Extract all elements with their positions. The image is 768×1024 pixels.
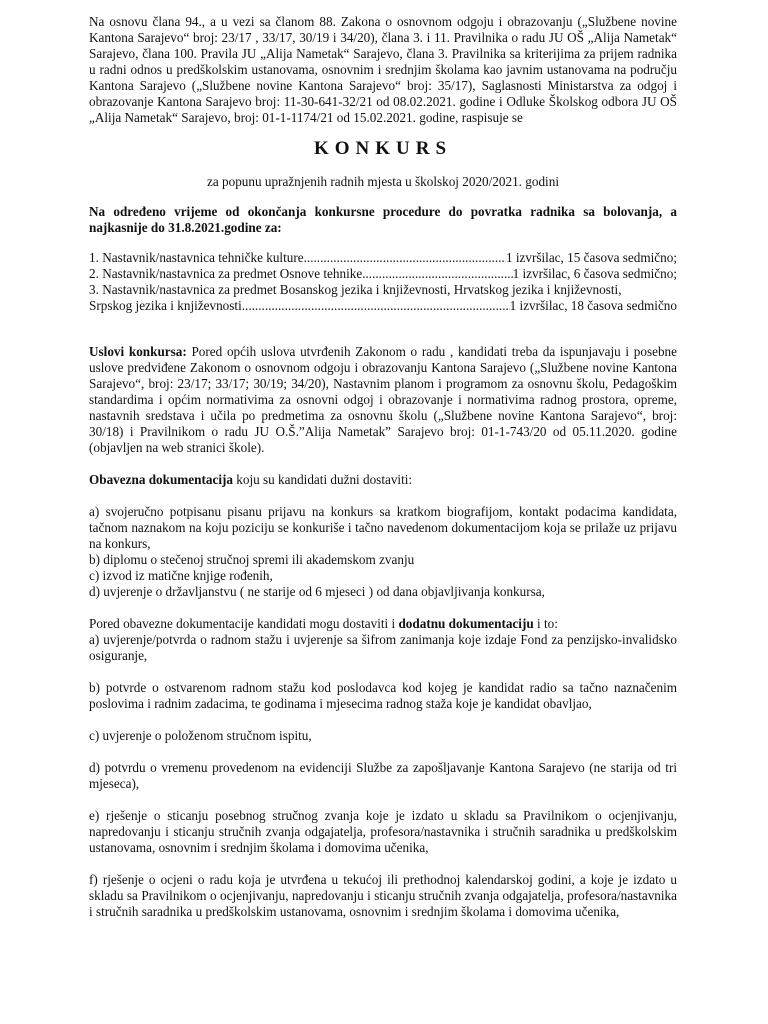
conditions-paragraph xyxy=(89,344,677,456)
additional-item-a: a) uvjerenje/potvrda o radnom stažu i uvjerenje sa šifrom zanimanja koje izdaje Fond za penzijsko-invalidsko osiguranje, xyxy=(89,632,677,663)
position-label: 1. Nastavnik/nastavnica tehničke kulture xyxy=(89,250,304,265)
dot-leader xyxy=(362,266,512,282)
additional-heading: dodatnu dokumentaciju xyxy=(398,616,534,631)
position-detail: 1 izvršilac, 18 časova sedmično xyxy=(509,298,677,313)
additional-item-d: d) potvrdu o vremenu provedenom na evidenciji Službe za zapošljavanje Kantona Sarajevo (ne starija od tri mjeseca), xyxy=(89,760,677,791)
mandatory-heading: Obavezna dokumentacija xyxy=(89,472,233,487)
additional-item-f: f) rješenje o ocjeni o radu koja je utvrđena u tekućoj ili prethodnoj kalendarskoj godini, a koje je izdato u skladu sa Pravilnikom o ocjenjivanju, napredovanju i sticanju stručnih zvanja odgajatelja, profesora/nastavnika i stručnih saradnika u predškolskim ustanovama, osnovnim i srednjim školama i domovima učenika, xyxy=(89,872,677,919)
position-detail: 1 izvršilac, 6 časova sedmično; xyxy=(512,266,677,281)
additional-item-c: c) uvjerenje o položenom stručnom ispitu, xyxy=(89,728,312,743)
position-label: Srpskog jezika i književnosti xyxy=(89,298,242,313)
position-label-line1: 3. Nastavnik/nastavnica za predmet Bosanskog jezika i književnosti, Hrvatskog jezika i književnosti, xyxy=(89,282,622,297)
position-item xyxy=(89,266,677,282)
period-heading: Na određeno vrijeme od okončanja konkursne procedure do povratka radnika sa bolovanja, a najkasnije do 31.8.2021.godine za: xyxy=(89,204,677,235)
position-item xyxy=(89,250,677,266)
mandatory-item: b) diplomu o stečenoj stručnoj spremi ili akademskom zvanju xyxy=(89,552,415,567)
document-subtitle: za popunu upražnjenih radnih mjesta u školskoj 2020/2021. godini xyxy=(207,174,559,189)
document-title: KONKURS xyxy=(313,138,453,159)
positions-list xyxy=(89,250,677,314)
intro-paragraph: Na osnovu člana 94., a u vezi sa članom 88. Zakona o osnovnom odgoju i obrazovanju („Službene novine Kantona Sarajevo“ broj: 23/17 , 33/17, 30/19 i 34/20), člana 3. i 11. Pravilnika o radu JU OŠ „Alija Nametak“ Sarajevo, člana 100. Pravila JU „Alija Nametak“ Sarajevo, člana 3. Pravilnika sa kriterijima za prijem radnika u radni odnos u predškolskim ustanovama, osnovnim i srednjim školama kao javnim ustanovama na području Kantona Sarajevo („Službene novine Kantona Sarajevo“ broj: 35/17), Saglasnosti Ministarstva za odgoj i obrazovanje Kantona Sarajevo broj: 11-30-641-32/21 od 08.02.2021. godine i Odluke Školskog odbora JU OŠ „Alija Nametak“ Sarajevo, broj: 01-1-1174/21 od 15.02.2021. godine, raspisuje se xyxy=(89,14,677,125)
additional-item-b: b) potvrde o ostvarenom radnom stažu kod poslodavca kod kojeg je kandidat radio sa tačno naznačenim poslovima i radnim zadacima, te godinama i mjesecima radnog staža koje je kandidat obavljao, xyxy=(89,680,677,711)
document-page xyxy=(89,14,677,920)
mandatory-item: a) svojeručno potpisanu pisanu prijavu na konkurs sa kratkom biografijom, kontakt podacima kandidata, tačnom naznakom na koju poziciju se konkuriše i tačno navedenom dokumentacijom koja se prilaže uz prijavu na konkurs, xyxy=(89,504,677,551)
dot-leader xyxy=(242,298,510,314)
additional-intro: Pored obavezne dokumentacije kandidati mogu dostaviti i dodatnu dokumentaciju i to: xyxy=(89,616,558,631)
conditions-text: Pored općih uslova utvrđenih Zakonom o radu , kandidati treba da ispunjavaju i posebne uslove predviđene Zakonom o osnovnom odgoju i obrazovanju Kantona Sarajevo („Službene novine Kantona Sarajevo“, broj: 23/17; 33/17; 30/19; 34/20), Nastavnim planom i programom za osnovnu školu, Pedagoškim standardima i općim normativima za osnovni odgoj i obrazovanje i normativima radnog prostora, opreme, nastavnih sredstava i učila po predmetima za osnovnu školu („Službene novine Kantona Sarajevo“, broj: 30/18) i Pravilnikom o radu JU O.Š.”Alija Nametak” Sarajevo broj: 01-1-743/20 od 05.11.2020. godine (objavljen na web stranici škole). xyxy=(89,344,677,455)
position-detail: 1 izvršilac, 15 časova sedmično; xyxy=(505,250,677,265)
conditions-heading: Uslovi konkursa: xyxy=(89,344,187,359)
mandatory-item: d) uvjerenje o državljanstvu ( ne starije od 6 mjeseci ) od dana objavljivanja konkursa, xyxy=(89,584,545,599)
mandatory-item: c) izvod iz matične knjige rođenih, xyxy=(89,568,273,583)
additional-item-e: e) rješenje o sticanju posebnog stručnog zvanja koje je izdato u skladu sa Pravilnikom o ocjenjivanju, napredovanju i sticanju stručnih zvanja odgajatelja, profesora/nastavnika i stručnih saradnika u predškolskim ustanovama, osnovnim i srednjim školama i domovima učenika, xyxy=(89,808,677,855)
mandatory-heading-line: Obavezna dokumentacija koju su kandidati dužni dostaviti: xyxy=(89,472,413,487)
position-item xyxy=(89,298,677,314)
position-label: 2. Nastavnik/nastavnica za predmet Osnove tehnike xyxy=(89,266,363,281)
dot-leader xyxy=(304,250,506,266)
